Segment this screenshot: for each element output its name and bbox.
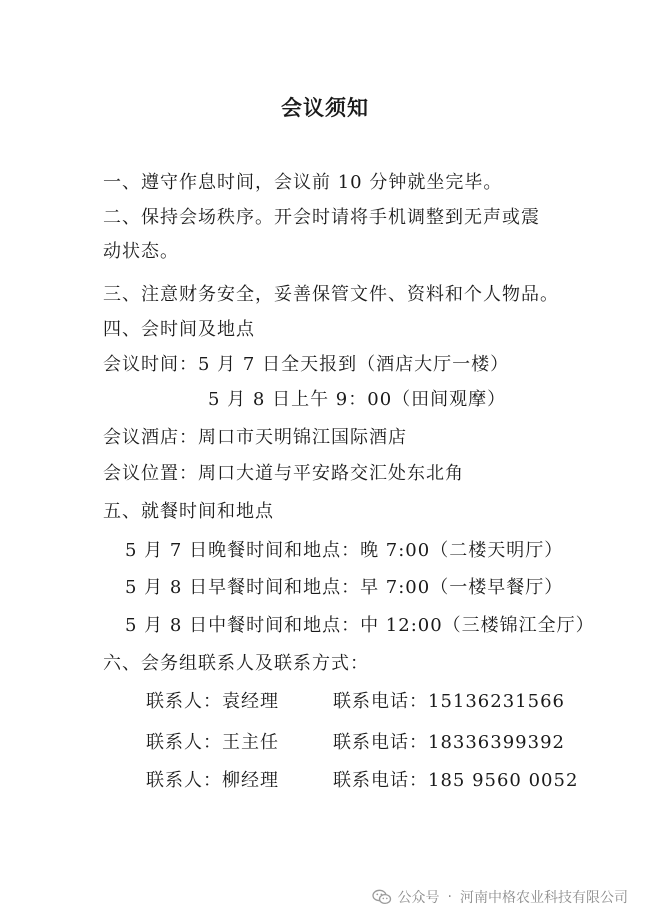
item-2-continuation: 动状态。 <box>103 241 179 262</box>
contact-phone: 联系电话：185 9560 0052 <box>333 770 579 791</box>
lunch-may8-line: 5 月 8 日中餐时间和地点：中 12:00（三楼锦江全厅） <box>125 615 595 636</box>
watermark-footer <box>372 887 628 907</box>
meeting-time-line: 会议时间：5 月 7 日全天报到（酒店大厅一楼） <box>103 354 510 375</box>
item-6-heading: 六、会务组联系人及联系方式： <box>103 653 369 674</box>
item-4-heading: 四、会时间及地点 <box>103 319 255 340</box>
meeting-time-line-2: 5 月 8 日上午 9：00（田间观摩） <box>208 389 507 410</box>
footer-separator: · <box>447 889 452 905</box>
contact-phone: 联系电话：18336399392 <box>333 732 565 753</box>
item-2-text: 二、保持会场秩序。开会时请将手机调整到无声或震 <box>103 207 540 228</box>
contact-name: 联系人：王主任 <box>146 732 279 753</box>
contact-name: 联系人：柳经理 <box>146 770 279 791</box>
item-1-text: 一、遵守作息时间，会议前 10 分钟就坐完毕。 <box>103 172 503 193</box>
dinner-may7-line: 5 月 7 日晚餐时间和地点：晚 7:00（二楼天明厅） <box>125 540 564 561</box>
document-title: 会议须知 <box>281 96 369 120</box>
item-5-heading: 五、就餐时间和地点 <box>103 501 274 522</box>
wechat-icon <box>372 889 392 905</box>
breakfast-may8-line: 5 月 8 日早餐时间和地点：早 7:00（一楼早餐厅） <box>125 577 564 598</box>
contact-name: 联系人：袁经理 <box>146 691 279 712</box>
footer-account-name: 河南中格农业科技有限公司 <box>460 890 628 906</box>
item-3-text: 三、注意财务安全，妥善保管文件、资料和个人物品。 <box>103 284 559 305</box>
meeting-hotel-line: 会议酒店：周口市天明锦江国际酒店 <box>103 427 407 448</box>
meeting-location-line: 会议位置：周口大道与平安路交汇处东北角 <box>103 463 464 484</box>
contact-phone: 联系电话：15136231566 <box>333 691 565 712</box>
footer-label: 公众号 <box>397 890 440 906</box>
